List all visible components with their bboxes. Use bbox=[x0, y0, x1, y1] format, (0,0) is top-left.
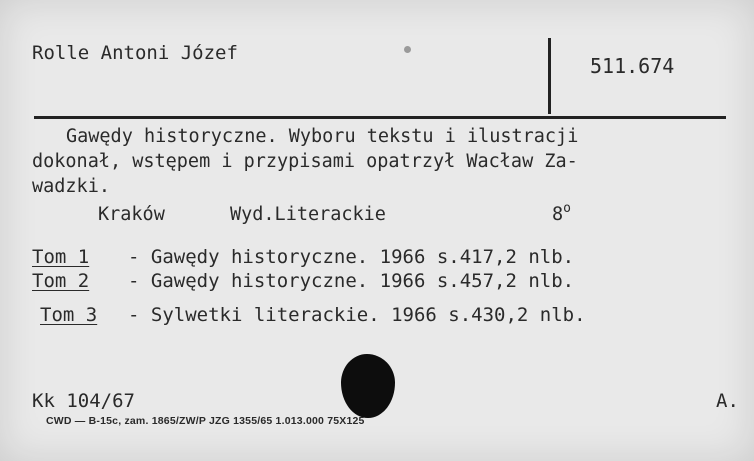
imprint-publisher: Wyd.Literackie bbox=[230, 204, 386, 225]
volume-3-label: Tom 3 bbox=[40, 304, 98, 326]
volume-1-label: Tom 1 bbox=[32, 246, 90, 268]
filing-letter: A. bbox=[716, 390, 739, 412]
horizontal-rule bbox=[34, 116, 726, 119]
call-number: 511.674 bbox=[590, 54, 675, 78]
format bbox=[552, 201, 571, 225]
author-heading: Rolle Antoni Józef bbox=[32, 42, 238, 64]
volume-1-text: - Gawędy historyczne. 1966 s.417,2 nlb. bbox=[128, 246, 575, 268]
imprint-place: Kraków bbox=[98, 204, 165, 225]
title-line-1: Gawędy historyczne. Wyboru tekstu i ilustracji bbox=[66, 126, 579, 147]
format-number: 8 bbox=[552, 204, 564, 225]
title-line-3: wadzki. bbox=[32, 176, 110, 197]
punch-hole bbox=[341, 354, 395, 418]
volume-2-text: - Gawędy historyczne. 1966 s.457,2 nlb. bbox=[128, 270, 575, 292]
title-line-2: dokonał, wstępem i przypisami opatrzył Wacław Za- bbox=[32, 151, 578, 172]
format-superscript: o bbox=[563, 201, 571, 216]
vertical-rule bbox=[548, 38, 551, 114]
volume-3-text: - Sylwetki literackie. 1966 s.430,2 nlb. bbox=[128, 304, 586, 326]
ink-dot bbox=[404, 46, 411, 53]
accession-number: Kk 104/67 bbox=[32, 390, 135, 412]
printer-line: CWD — B-15c, zam. 1865/ZW/P JZG 1355/65 1.013.000 75X125 bbox=[46, 415, 365, 427]
volume-2-label: Tom 2 bbox=[32, 270, 90, 292]
